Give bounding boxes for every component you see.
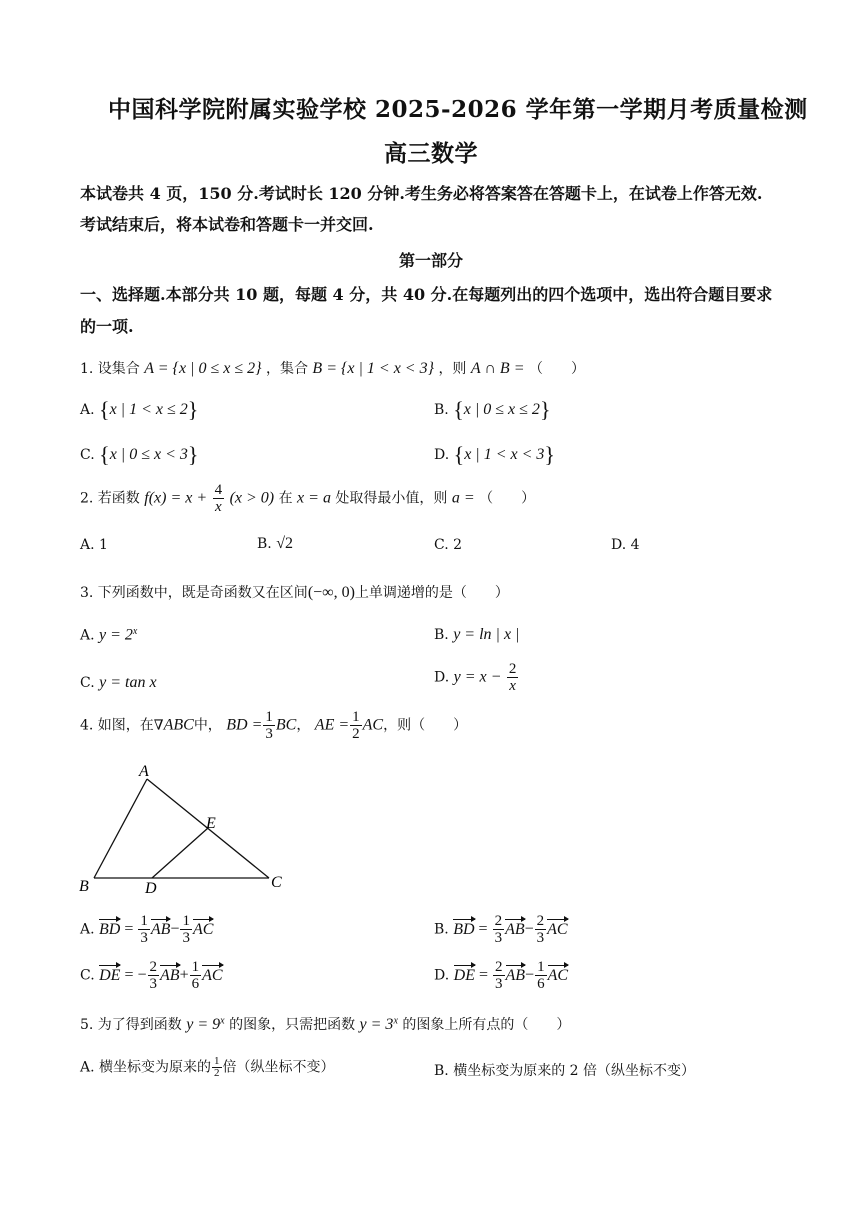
q4-b-v2: AC: [547, 920, 568, 938]
q4-d-c2n: 1: [537, 959, 545, 975]
q1-answer-paren: （ ）: [528, 361, 585, 377]
q2-func-right: (x > 0): [229, 489, 275, 507]
q4-b-c1d: 3: [494, 930, 503, 946]
q2-text: 处取得最小值，则: [335, 490, 448, 507]
q2-option-a[interactable]: A. 1: [80, 537, 108, 553]
q5-option-a-text-2: 倍（纵坐标不变）: [222, 1059, 335, 1076]
q5-stem-a: 5. 为了得到函数: [80, 1017, 182, 1033]
q1-option-c[interactable]: C. {x | 0 ≤ x < 3}: [80, 442, 199, 467]
point-label-d: D: [145, 880, 157, 897]
question-5-stem: [80, 1014, 570, 1034]
q4-c-lhs: DE: [99, 966, 121, 984]
q1-number: 1. 设集合: [80, 361, 140, 377]
q4-ae-frac: [350, 709, 362, 742]
q5-option-a[interactable]: [80, 1056, 335, 1079]
q4-d-c1n: 2: [495, 959, 503, 975]
q1-set-a: A = {x | 0 ≤ x ≤ 2}: [144, 360, 262, 377]
q1-end-text: ，则: [438, 361, 467, 377]
q3-option-d-text: y = x −: [453, 668, 502, 686]
q3-d-den: x: [509, 678, 516, 694]
q4-b-v1: AB: [505, 920, 525, 938]
q4-option-b-label: B.: [434, 921, 449, 938]
q4-c-c2d: 6: [191, 976, 200, 992]
q4-bd-frac: [263, 709, 275, 742]
q5-stem-b: 的图象，只需把函数: [229, 1017, 356, 1033]
q2-option-c[interactable]: C. 2: [434, 537, 463, 553]
q4-bc: BC: [275, 716, 297, 734]
q5-option-b[interactable]: B. 横坐标变为原来的 2 倍（纵坐标不变）: [434, 1063, 695, 1079]
q4-ac: AC: [362, 716, 384, 734]
q4-a-lhs: BD: [99, 920, 121, 938]
q3-option-d-label: D.: [434, 669, 450, 686]
q3-option-b-text: y = ln | x |: [453, 626, 520, 643]
page-title: 中国科学院附属实验学校 2025-2026 学年第一学期月考质量检测: [108, 96, 808, 123]
segment-de: [152, 828, 208, 878]
q4-c-c2n: 1: [191, 959, 200, 975]
q4-c-c2: [190, 959, 202, 992]
q3-option-d-fraction: [507, 661, 519, 694]
q4-b-lhs: BD: [453, 920, 475, 938]
q1-option-d-label: D.: [434, 447, 450, 463]
q4-bd-den: 3: [265, 726, 273, 742]
q2-at: x = a: [297, 489, 331, 507]
q1-expression: A ∩ B =: [470, 360, 525, 377]
question-4-stem: [80, 709, 467, 742]
q1-mid-text: ，集合: [265, 361, 308, 377]
q4-option-c-label: C.: [80, 967, 95, 984]
q4-b-c1n: 2: [494, 913, 503, 929]
q4-d-v1: AB: [505, 966, 526, 984]
q2-func-left: f(x) = x +: [144, 489, 208, 507]
q1-option-b-label: B.: [434, 402, 449, 418]
triangle-figure: [70, 755, 300, 900]
q4-stem-a: 4. 如图，在∇: [80, 717, 164, 734]
q4-c-v1: AB: [160, 966, 180, 984]
q4-option-a[interactable]: A. BD = $\frac{1}{3}$ AB− $\frac{1}{3}$ AC: [80, 913, 214, 946]
vertex-label-a: A: [139, 763, 149, 780]
section-heading-line-1: 一、选择题.本部分共 10 题，每题 4 分，共 40 分.在每题列出的四个选项中，选出符合题目要求: [80, 285, 773, 304]
vertex-label-b: B: [79, 878, 89, 895]
instructions-line-1: 本试卷共 4 页，150 分.考试时长 120 分钟.考生务必将答案答在答题卡上，在试卷上作答无效.: [80, 184, 763, 203]
q5-a-den: 2: [214, 1067, 220, 1079]
vertex-label-c: C: [271, 874, 282, 891]
q4-bd-num: 1: [265, 709, 273, 725]
q1-option-b[interactable]: B. {x | 0 ≤ x ≤ 2}: [434, 397, 551, 422]
q1-set-b: B = {x | 1 < x < 3}: [312, 360, 434, 377]
q5-func-2-sup: x: [393, 1015, 398, 1027]
q4-a-v1: AB: [150, 920, 171, 938]
side-ab: [94, 779, 147, 878]
q4-a-c2n: 1: [182, 913, 190, 929]
q3-stem-b: 上单调递增的是（ ）: [354, 585, 509, 601]
q4-a-c2: [180, 913, 192, 946]
q1-option-a-text: x | 1 < x ≤ 2: [109, 401, 188, 418]
q2-option-d[interactable]: D. 4: [611, 537, 640, 553]
q4-ae-num: 1: [352, 709, 360, 725]
question-2-stem: [80, 482, 535, 515]
q2-option-b-text: √2: [276, 535, 293, 552]
section-heading-line-2: 的一项.: [80, 317, 134, 336]
q1-option-b-text: x | 0 ≤ x ≤ 2: [463, 401, 540, 418]
q1-option-a-label: A.: [80, 402, 95, 418]
q4-b-op: −: [524, 920, 534, 938]
q4-c-op: +: [179, 966, 189, 984]
part-label: 第一部分: [399, 251, 464, 270]
q4-a-v2: AC: [192, 920, 214, 938]
q4-option-d-label: D.: [434, 967, 450, 984]
q4-triangle: ABC: [163, 716, 194, 734]
q4-option-b[interactable]: B. BD = $\frac{2}{3}$ AB− $\frac{2}{3}$ AC: [434, 913, 568, 946]
q4-stem-c: ，则（ ）: [383, 717, 468, 734]
q3-option-c-label: C.: [80, 675, 95, 691]
q4-option-a-label: A.: [80, 921, 95, 938]
q4-b-c2n: 2: [536, 913, 545, 929]
q3-option-a-text: y = 2: [99, 626, 133, 644]
q4-b-c2d: 3: [536, 930, 545, 946]
q4-c-c1n: 2: [149, 959, 158, 975]
q1-option-a[interactable]: A. {x | 1 < x ≤ 2}: [80, 397, 199, 422]
q1-option-d[interactable]: D. {x | 1 < x < 3}: [434, 442, 555, 467]
q1-option-c-text: x | 0 ≤ x < 3: [109, 446, 188, 463]
q3-option-b-label: B.: [434, 627, 449, 643]
q2-mid: 在: [278, 490, 293, 507]
q4-b-c1: [493, 913, 505, 946]
q4-d-op: −: [525, 966, 535, 984]
q4-sep: ，: [296, 717, 311, 734]
q4-a-c1n: 1: [140, 913, 148, 929]
q3-option-c-text: y = tan x: [99, 674, 157, 691]
page-subtitle: 高三数学: [384, 140, 478, 167]
q1-option-d-text: x | 1 < x < 3: [464, 446, 545, 463]
question-3-stem: [80, 582, 509, 602]
q5-option-a-frac: [212, 1056, 222, 1079]
q2-number: 2. 若函数: [80, 490, 140, 507]
q3-stem-a: 3. 下列函数中，既是奇函数又在区间: [80, 585, 308, 601]
q2-frac-num: 4: [214, 482, 223, 498]
q2-option-b[interactable]: [257, 535, 293, 553]
q3-option-a-label: A.: [80, 627, 95, 644]
q4-c-sign: −: [137, 966, 147, 984]
q4-option-c[interactable]: C. DE = − $\frac{2}{3}$ AB+ $\frac{1}{6}$ AC: [80, 959, 223, 992]
q4-d-c1: [493, 959, 505, 992]
q3-option-a-sup: x: [132, 626, 138, 637]
instructions-line-2: 考试结束后，将本试卷和答题卡一并交回.: [80, 215, 374, 234]
q5-func-1: y = 9: [186, 1016, 221, 1033]
q4-a-c1: [138, 913, 150, 946]
q4-ae: AE =: [314, 716, 350, 734]
q2-frac-den: x: [215, 499, 222, 515]
q5-func-1-sup: x: [220, 1015, 225, 1027]
q4-b-c2: [535, 913, 547, 946]
q4-a-c1d: 3: [140, 930, 148, 946]
q5-option-a-text-1: A. 横坐标变为原来的: [80, 1059, 212, 1076]
q3-interval: (−∞, 0): [307, 584, 355, 601]
q4-a-c2d: 3: [182, 930, 190, 946]
q4-c-c1: [148, 959, 160, 992]
q4-a-op: −: [170, 920, 180, 938]
point-label-e: E: [206, 815, 216, 832]
q5-a-num: 1: [214, 1055, 220, 1067]
q5-stem-c: 的图象上所有点的（ ）: [402, 1017, 571, 1033]
q3-option-c[interactable]: [80, 674, 157, 692]
q4-c-c1d: 3: [149, 976, 158, 992]
q4-d-c2d: 6: [537, 976, 545, 992]
q3-option-a[interactable]: [80, 626, 137, 645]
q4-option-d[interactable]: D. DE = $\frac{2}{3}$ AB− $\frac{1}{6}$ AC: [434, 959, 569, 992]
q4-ae-den: 2: [352, 726, 360, 742]
q3-option-d[interactable]: [434, 661, 519, 694]
q2-answer-paren: （ ）: [479, 490, 536, 507]
q4-stem-b: 中，: [193, 717, 222, 734]
q2-option-b-label: B.: [257, 536, 272, 552]
q4-d-v2: AC: [547, 966, 569, 984]
q4-bd: BD =: [226, 716, 263, 734]
q4-d-c2: [535, 959, 547, 992]
q3-option-b[interactable]: [434, 626, 519, 644]
q2-ask: a =: [451, 489, 475, 507]
q5-func-2: y = 3: [359, 1016, 394, 1033]
q4-d-c1d: 3: [495, 976, 503, 992]
question-1-stem: [80, 358, 585, 378]
q4-d-lhs: DE: [453, 966, 475, 984]
q1-option-c-label: C.: [80, 447, 95, 463]
q2-fraction: [213, 482, 225, 515]
q4-c-v2: AC: [202, 966, 223, 984]
q3-d-num: 2: [508, 661, 517, 677]
